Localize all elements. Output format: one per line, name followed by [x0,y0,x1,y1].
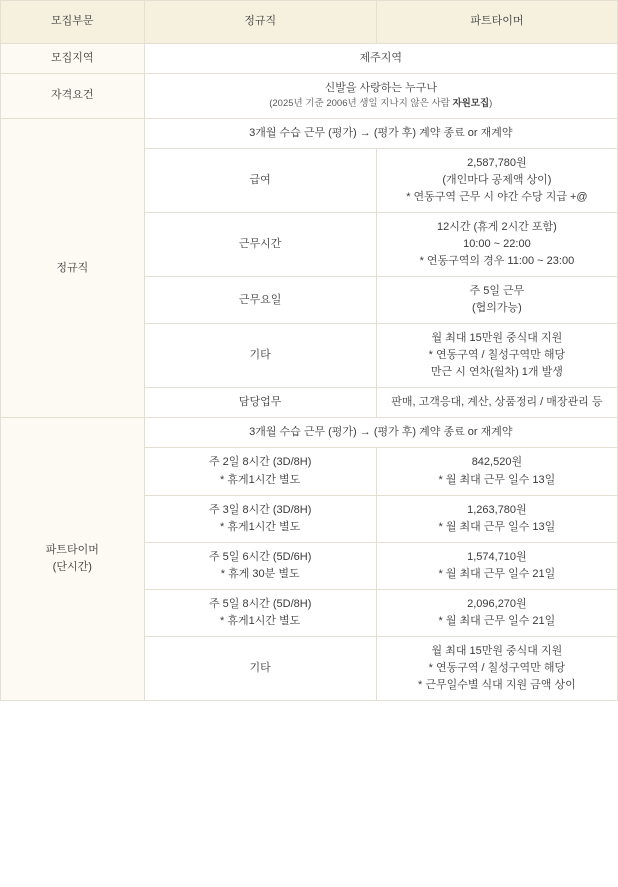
pt-pay-3-note: * 월 최대 근무 일수 21일 [438,614,556,627]
salary-note1: (개인마다 공제액 상이) [442,173,552,186]
pt-schedule-0-main: 주 2일 8시간 (3D/8H) [208,456,312,469]
worktime-hours: 12시간 (휴게 2시간 포함) [436,221,557,233]
pt-schedule-2-note: * 휴게 30분 별도 [220,567,300,580]
table-row-qualification [1,74,618,119]
pt-schedule-2-main: 주 5일 6시간 (5D/6H) [208,550,312,563]
etc-leave-note: 만근 시 연차(월차) 1개 발생 [430,366,563,379]
qualification-note-prefix: (2025년 기준 2006년 생일 지나지 않은 사람 [269,98,453,110]
row-label-salary: 급여 [144,148,376,212]
row-label-workday: 근무요일 [144,277,376,324]
header-row [1,1,618,44]
pt-etc-area-note: * 연동구역 / 칠성구역만 해당 [428,661,566,674]
pt-pay-0 [376,448,617,495]
table-row-parttime-notice [1,418,618,448]
workday-note: (협의가능) [471,302,522,315]
parttime-probation-notice: 3개월 수습 근무 (평가) → (평가 후) 계약 종료 or 재계약 [144,418,617,448]
header-cell-fulltime: 정규직 [144,1,376,44]
workday-main: 주 5일 근무 [469,285,525,298]
row-value-region: 제주지역 [144,44,617,74]
section-label-fulltime: 정규직 [1,118,145,418]
qualification-main: 신발을 사랑하는 누구나 [324,82,437,95]
pt-etc-meal-support: 월 최대 15만원 중식대 지원 [431,644,563,657]
pt-pay-3 [376,589,617,636]
table-row-region [1,44,618,74]
row-label-etc: 기타 [144,324,376,388]
pt-pay-3-amount: 2,096,270원 [467,597,527,610]
pt-pay-2 [376,542,617,589]
pt-pay-0-amount: 842,520원 [471,456,523,469]
row-value-qualification [144,74,617,119]
row-value-worktime [376,213,617,277]
row-label-region: 모집지역 [1,44,145,74]
parttime-label-main: 파트타이머 [45,544,99,557]
pt-pay-2-amount: 1,574,710원 [467,550,527,563]
section-label-parttime [1,418,145,701]
worktime-note: * 연동구역의 경우 11:00 ~ 23:00 [419,255,575,268]
qualification-note [149,97,613,112]
salary-note2: * 연동구역 근무 시 야간 수당 지급 +@ [406,190,588,203]
row-label-worktime: 근무시간 [144,213,376,277]
pt-schedule-1 [144,495,376,542]
row-label-qualification: 자격요건 [1,74,145,119]
salary-amount: 2,587,780원 [467,156,527,169]
pt-schedule-3-main: 주 5일 8시간 (5D/8H) [208,597,312,610]
pt-schedule-3 [144,589,376,636]
table-header [1,1,618,44]
header-cell-category: 모집부문 [1,1,145,44]
row-value-salary [376,148,617,212]
pt-pay-0-note: * 월 최대 근무 일수 13일 [438,473,556,486]
pt-pay-2-note: * 월 최대 근무 일수 21일 [438,567,556,580]
row-value-etc [376,324,617,388]
etc-meal-support: 월 최대 15만원 중식대 지원 [431,332,563,345]
pt-schedule-0 [144,448,376,495]
pt-schedule-3-note: * 휴게1시간 별도 [220,614,301,627]
pt-schedule-1-note: * 휴게1시간 별도 [220,520,301,533]
pt-schedule-1-main: 주 3일 8시간 (3D/8H) [208,503,312,516]
row-value-parttime-etc [376,636,617,700]
table-body [1,44,618,701]
qualification-note-suffix: ) [489,98,493,110]
row-label-parttime-etc: 기타 [144,636,376,700]
parttime-label-sub: (단시간) [52,561,92,574]
pt-schedule-0-note: * 휴게1시간 별도 [220,473,301,486]
fulltime-probation-notice: 3개월 수습 근무 (평가) → (평가 후) 계약 종료 or 재계약 [144,118,617,148]
header-cell-parttime: 파트타이머 [376,1,617,44]
pt-pay-1-amount: 1,263,780원 [467,503,527,516]
row-value-workday [376,277,617,324]
row-value-duty: 판매, 고객응대, 계산, 상품정리 / 매장관리 등 [376,388,617,418]
table-row-fulltime-notice [1,118,618,148]
pt-schedule-2 [144,542,376,589]
pt-pay-1-note: * 월 최대 근무 일수 13일 [438,520,556,533]
qualification-note-highlight: 자원모집 [452,98,490,110]
row-label-duty: 담당업무 [144,388,376,418]
pt-etc-amount-note: * 근무일수별 식대 지원 금액 상이 [418,678,576,691]
worktime-range: 10:00 ~ 22:00 [463,238,531,251]
pt-pay-1 [376,495,617,542]
etc-area-note: * 연동구역 / 칠성구역만 해당 [428,349,566,362]
